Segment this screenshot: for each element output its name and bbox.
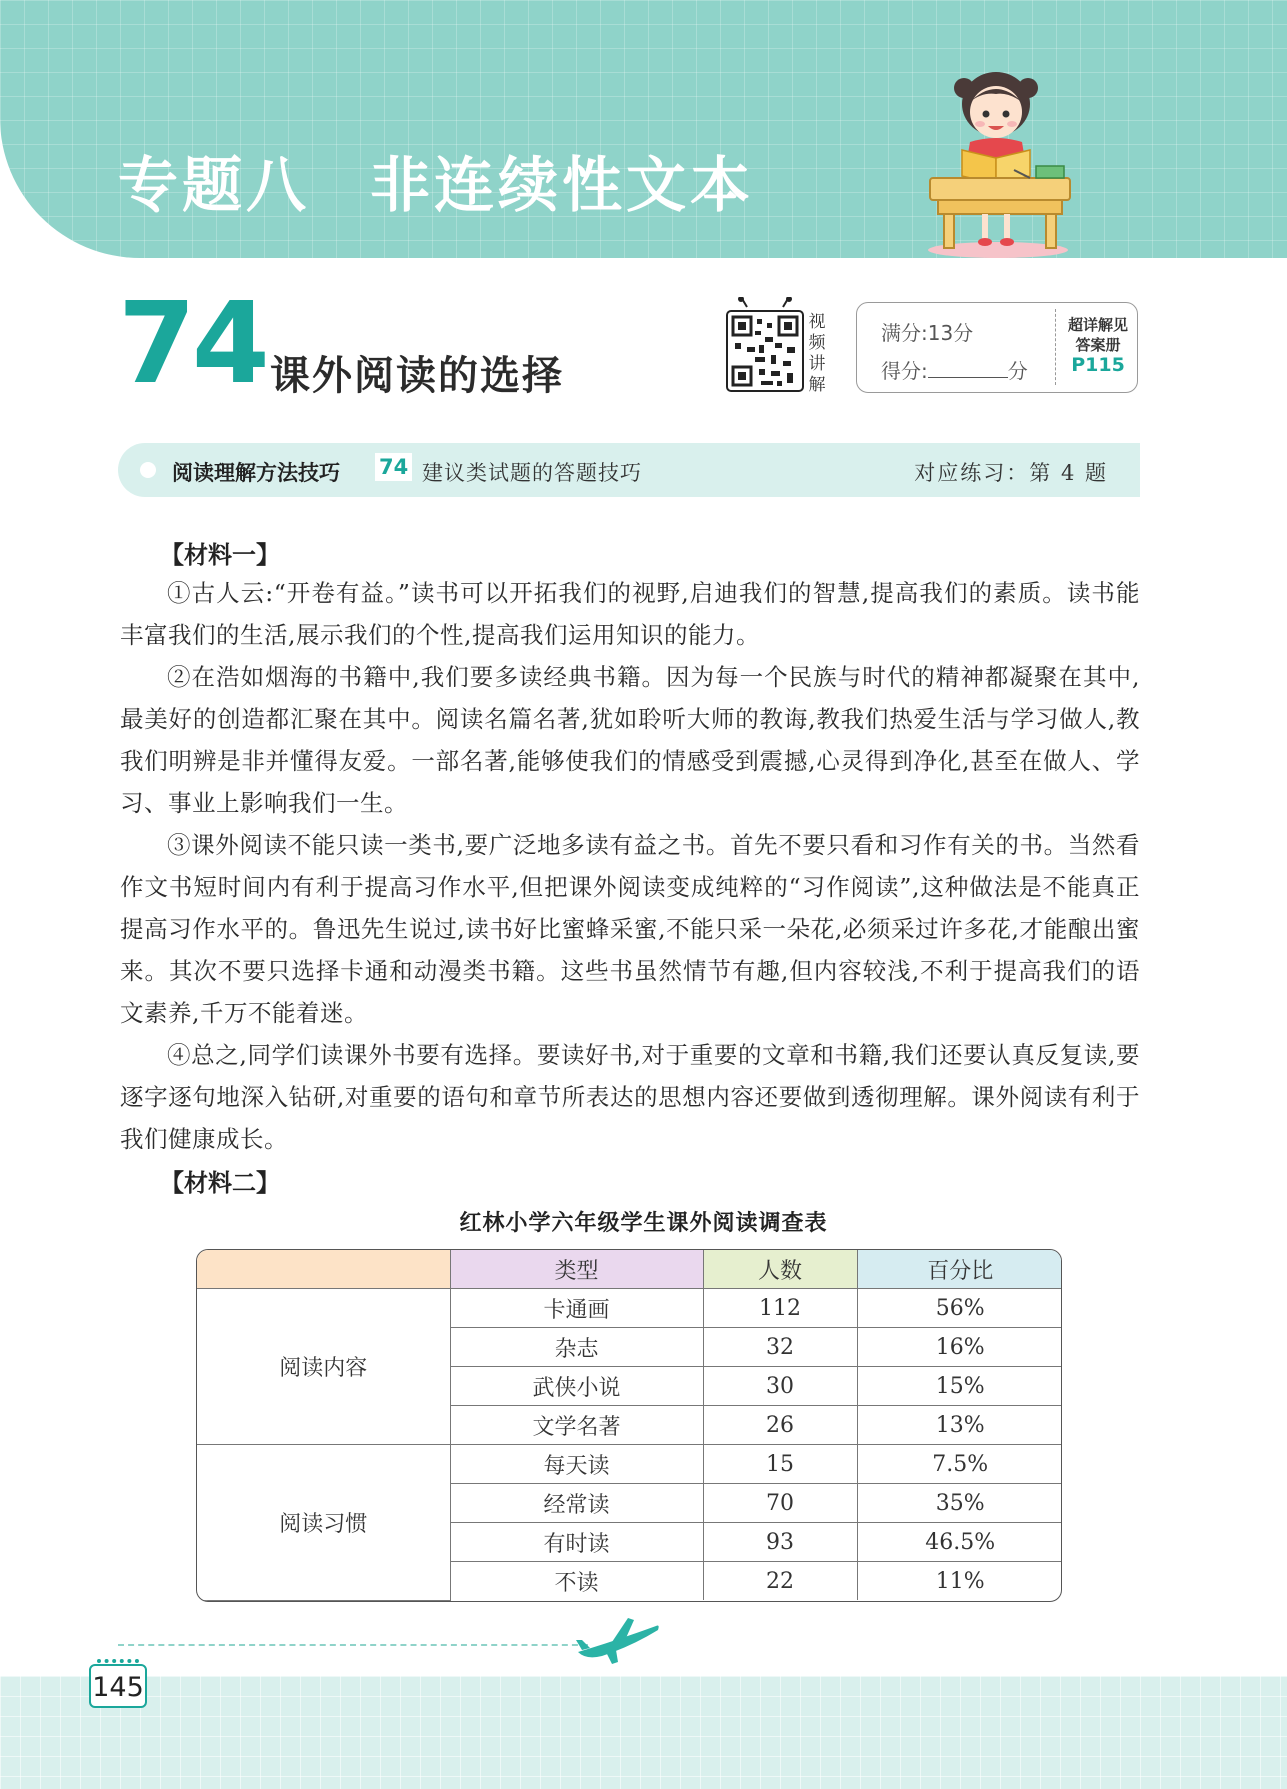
full-score: 满分:13分 xyxy=(881,321,974,345)
qr-label-char: 视 xyxy=(808,312,826,332)
lesson-number: 74 xyxy=(118,279,266,409)
cell-count: 93 xyxy=(703,1523,857,1562)
header-blank xyxy=(197,1250,450,1289)
score-box xyxy=(856,302,1138,393)
score-divider xyxy=(1055,309,1056,385)
method-label: 阅读理解方法技巧 xyxy=(172,461,340,485)
group-reading-habit: 阅读习惯 xyxy=(197,1445,450,1601)
table-row xyxy=(197,1445,1062,1484)
survey-table-title: 红林小学六年级学生课外阅读调查表 xyxy=(459,1211,828,1236)
answer-page: P115 xyxy=(1071,354,1125,376)
score-prefix: 得分: xyxy=(881,359,928,383)
cell-percent: 35% xyxy=(857,1484,1062,1523)
paragraph-4: ④总之,同学们读课外书要有选择。要读好书,对于重要的文章和书籍,我们还要认真反复读,要逐字逐句地深入钻研,对重要的语句和章节所表达的思想内容还要做到透彻理解。课外阅读有利于我们健康成长。 xyxy=(120,1041,1140,1153)
cell-percent: 15% xyxy=(857,1367,1062,1406)
method-number: 74 xyxy=(375,453,412,481)
cell-count: 15 xyxy=(703,1445,857,1484)
table-row xyxy=(197,1289,1062,1328)
practice-reference: 对应练习：第 4 题 xyxy=(914,461,1108,485)
header-percent: 百分比 xyxy=(857,1250,1062,1289)
cell-type: 武侠小说 xyxy=(450,1367,703,1406)
qr-label-char: 解 xyxy=(808,375,826,395)
cell-type: 每天读 xyxy=(450,1445,703,1484)
cell-percent: 7.5% xyxy=(857,1445,1062,1484)
score-blank[interactable] xyxy=(928,359,1008,378)
paragraph-3: ③课外阅读不能只读一类书,要广泛地多读有益之书。首先不要只看和习作有关的书。当然看作文书短时间内有利于提高习作水平,但把课外阅读变成纯粹的“习作阅读”,这种做法是不能真正提高习作水平的。鲁迅先生说过,读书好比蜜蜂采蜜,不能只采一朵花,必须采过许多花,才能酿出蜜来。其次不要只选择卡通和动漫类书籍。这些书虽然情节有趣,但内容较浅,不利于提高我们的语文素养,千万不能着迷。 xyxy=(120,831,1140,1027)
material-two-label: 【材料二】 xyxy=(160,1169,280,1197)
lesson-title: 课外阅读的选择 xyxy=(270,353,564,399)
method-banner xyxy=(118,443,1140,497)
cell-percent: 16% xyxy=(857,1328,1062,1367)
girl-reading-illustration-icon xyxy=(918,66,1088,258)
qr-label-char: 讲 xyxy=(808,354,826,374)
paragraph-2: ②在浩如烟海的书籍中,我们要多读经典书籍。因为每一个民族与时代的精神都凝聚在其中,最美好的创造都汇聚在其中。阅读名篇名著,犹如聆听大师的教诲,教我们热爱生活与学习做人,教我们明辨是非并懂得友爱。一部名著,能够使我们的情感受到震撼,心灵得到净化,甚至在做人、学习、事业上影响我们一生。 xyxy=(120,663,1140,817)
answer-note-1: 超详解见 xyxy=(1067,316,1128,334)
material-one-label: 【材料一】 xyxy=(160,541,280,569)
cell-type: 卡通画 xyxy=(450,1289,703,1328)
cell-count: 70 xyxy=(703,1484,857,1523)
footer-band xyxy=(0,1676,1287,1789)
cell-count: 112 xyxy=(703,1289,857,1328)
video-explanation-label xyxy=(807,312,827,396)
chapter-topic-title: 非连续性文本 xyxy=(370,151,754,221)
material-one-text xyxy=(120,572,1140,1160)
answer-reference xyxy=(1061,315,1135,375)
qr-code-icon[interactable] xyxy=(725,297,805,393)
cell-type: 文学名著 xyxy=(450,1406,703,1445)
page-number: 145 xyxy=(89,1664,147,1708)
header-type: 类型 xyxy=(450,1250,703,1289)
cell-type: 杂志 xyxy=(450,1328,703,1367)
cell-count: 32 xyxy=(703,1328,857,1367)
chapter-title xyxy=(118,138,754,224)
cell-type: 不读 xyxy=(450,1562,703,1601)
airplane-icon xyxy=(572,1612,662,1664)
cell-type: 有时读 xyxy=(450,1523,703,1562)
score-field[interactable] xyxy=(881,355,1028,384)
cell-percent: 11% xyxy=(857,1562,1062,1601)
header-count: 人数 xyxy=(703,1250,857,1289)
score-suffix: 分 xyxy=(1007,359,1028,383)
cell-count: 30 xyxy=(703,1367,857,1406)
cell-percent: 13% xyxy=(857,1406,1062,1445)
method-topic: 建议类试题的答题技巧 xyxy=(422,461,642,485)
footer-dashed-line xyxy=(118,1644,588,1646)
cell-percent: 56% xyxy=(857,1289,1062,1328)
chapter-topic: 专题八 xyxy=(118,151,310,221)
answer-note-2: 答案册 xyxy=(1075,336,1121,354)
paragraph-1: ①古人云:“开卷有益。”读书可以开拓我们的视野,启迪我们的智慧,提高我们的素质。读书能丰富我们的生活,展示我们的个性,提高我们运用知识的能力。 xyxy=(120,579,1140,649)
qr-label-char: 频 xyxy=(808,333,826,353)
group-reading-content: 阅读内容 xyxy=(197,1289,450,1445)
cell-type: 经常读 xyxy=(450,1484,703,1523)
bullet-dot-icon xyxy=(140,462,156,478)
survey-table xyxy=(196,1249,1062,1602)
cell-percent: 46.5% xyxy=(857,1523,1062,1562)
cell-count: 22 xyxy=(703,1562,857,1601)
table-header-row xyxy=(197,1250,1062,1289)
cell-count: 26 xyxy=(703,1406,857,1445)
